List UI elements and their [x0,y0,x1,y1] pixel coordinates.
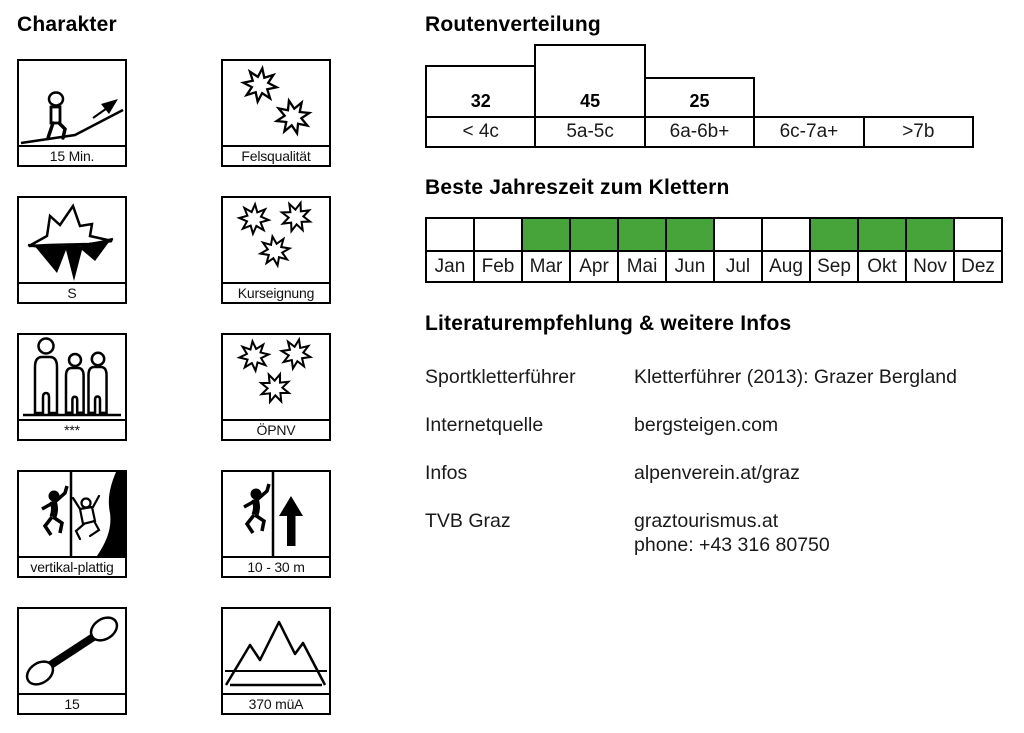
grade-column [534,44,645,148]
month-column [955,219,1001,281]
literature-value: bergsteigen.com [634,414,779,436]
grade-count: 25 [689,91,710,111]
month-label: Apr [579,255,609,277]
month-label: Aug [769,255,803,277]
climbing-style-icon [19,472,125,556]
grade-label: < 4c [425,116,536,148]
charakter-heading: Charakter [17,13,117,36]
literature-heading: Literaturempfehlung & weitere Infos [425,312,792,335]
literature-row [425,413,1015,437]
grade-label: 5a-5c [534,116,645,148]
charakter-item-altitude [221,607,331,715]
literature-value: alpenverein.at/graz [634,462,800,484]
climber-arrow-icon [223,472,329,556]
literature-label: Sportkletterführer [425,366,576,388]
month-label: Mai [626,255,658,277]
charakter-item-rock-quality [221,59,331,167]
mountains-icon [223,609,329,693]
charakter-icon-grid [17,59,331,715]
grade-label: >7b [863,116,974,148]
month-column [475,219,523,281]
grade-bar [425,65,536,118]
hiker-icon [19,61,125,145]
grade-count: 45 [580,91,601,111]
icon-label: vertikal-plattig [19,556,125,576]
month-highlight-cell [955,219,1001,252]
literature-row [425,365,1015,389]
three-star-burst-icon [223,335,329,419]
charakter-item-course-suitability [221,196,331,304]
month-highlight-cell [811,219,857,252]
literature-list [425,365,1015,581]
month-highlight-cell [523,219,569,252]
month-column [907,219,955,281]
month-column [763,219,811,281]
half-filled-star-icon [19,198,125,282]
grade-count: 32 [470,91,491,111]
season-table [425,217,1003,283]
charakter-item-seriousness [17,196,127,304]
icon-label: 15 Min. [19,145,125,165]
month-label: Jun [674,255,706,277]
literature-label: Internetquelle [425,414,544,436]
month-label: Feb [481,255,515,277]
month-column [715,219,763,281]
route-distribution-heading: Routenverteilung [425,13,601,36]
month-highlight-cell [763,219,809,252]
literature-row [425,509,1015,557]
month-highlight-cell [907,219,953,252]
month-highlight-cell [667,219,713,252]
month-label: Jul [725,255,751,277]
month-label: Sep [817,255,851,277]
icon-label: 15 [19,693,125,713]
season-heading: Beste Jahreszeit zum Klettern [425,176,730,199]
month-highlight-cell [427,219,473,252]
three-star-burst-icon [223,198,329,282]
month-column [859,219,907,281]
month-highlight-cell [571,219,617,252]
grade-column [863,116,974,148]
month-column [619,219,667,281]
literature-value: Kletterführer (2013): Grazer Bergland [634,366,957,388]
month-column [811,219,859,281]
icon-label: *** [19,419,125,439]
month-column [667,219,715,281]
month-label: Mar [529,255,563,277]
charakter-item-approach-time [17,59,127,167]
icon-label: Felsqualität [223,145,329,165]
month-highlight-cell [619,219,665,252]
family-figures-icon [19,335,125,419]
icon-label: Kurseignung [223,282,329,302]
month-highlight-cell [859,219,905,252]
month-column [523,219,571,281]
charakter-item-family-rating [17,333,127,441]
month-column [427,219,475,281]
grade-label: 6c-7a+ [753,116,864,148]
charakter-item-route-length [221,470,331,578]
grade-column [753,116,864,148]
icon-label: 10 - 30 m [223,556,329,576]
icon-label: ÖPNV [223,419,329,439]
literature-label: TVB Graz [425,510,511,532]
grade-label: 6a-6b+ [644,116,755,148]
charakter-item-quickdraws [17,607,127,715]
two-star-burst-icon [223,61,329,145]
month-column [571,219,619,281]
charakter-item-public-transport [221,333,331,441]
grade-column [425,65,536,148]
grade-bar [644,77,755,118]
route-distribution-chart [425,44,974,148]
month-label: Nov [913,255,947,277]
month-label: Jan [434,255,466,277]
month-label: Okt [867,255,897,277]
literature-value: graztourismus.at phone: +43 316 80750 [634,510,830,556]
month-highlight-cell [715,219,761,252]
literature-label: Infos [425,462,468,484]
icon-label: S [19,282,125,302]
grade-bar [534,44,645,118]
charakter-item-wall-character [17,470,127,578]
month-highlight-cell [475,219,521,252]
icon-label: 370 müA [223,693,329,713]
month-label: Dez [961,255,995,277]
quickdraw-icon [19,609,125,693]
grade-column [644,77,755,148]
literature-row [425,461,1015,485]
